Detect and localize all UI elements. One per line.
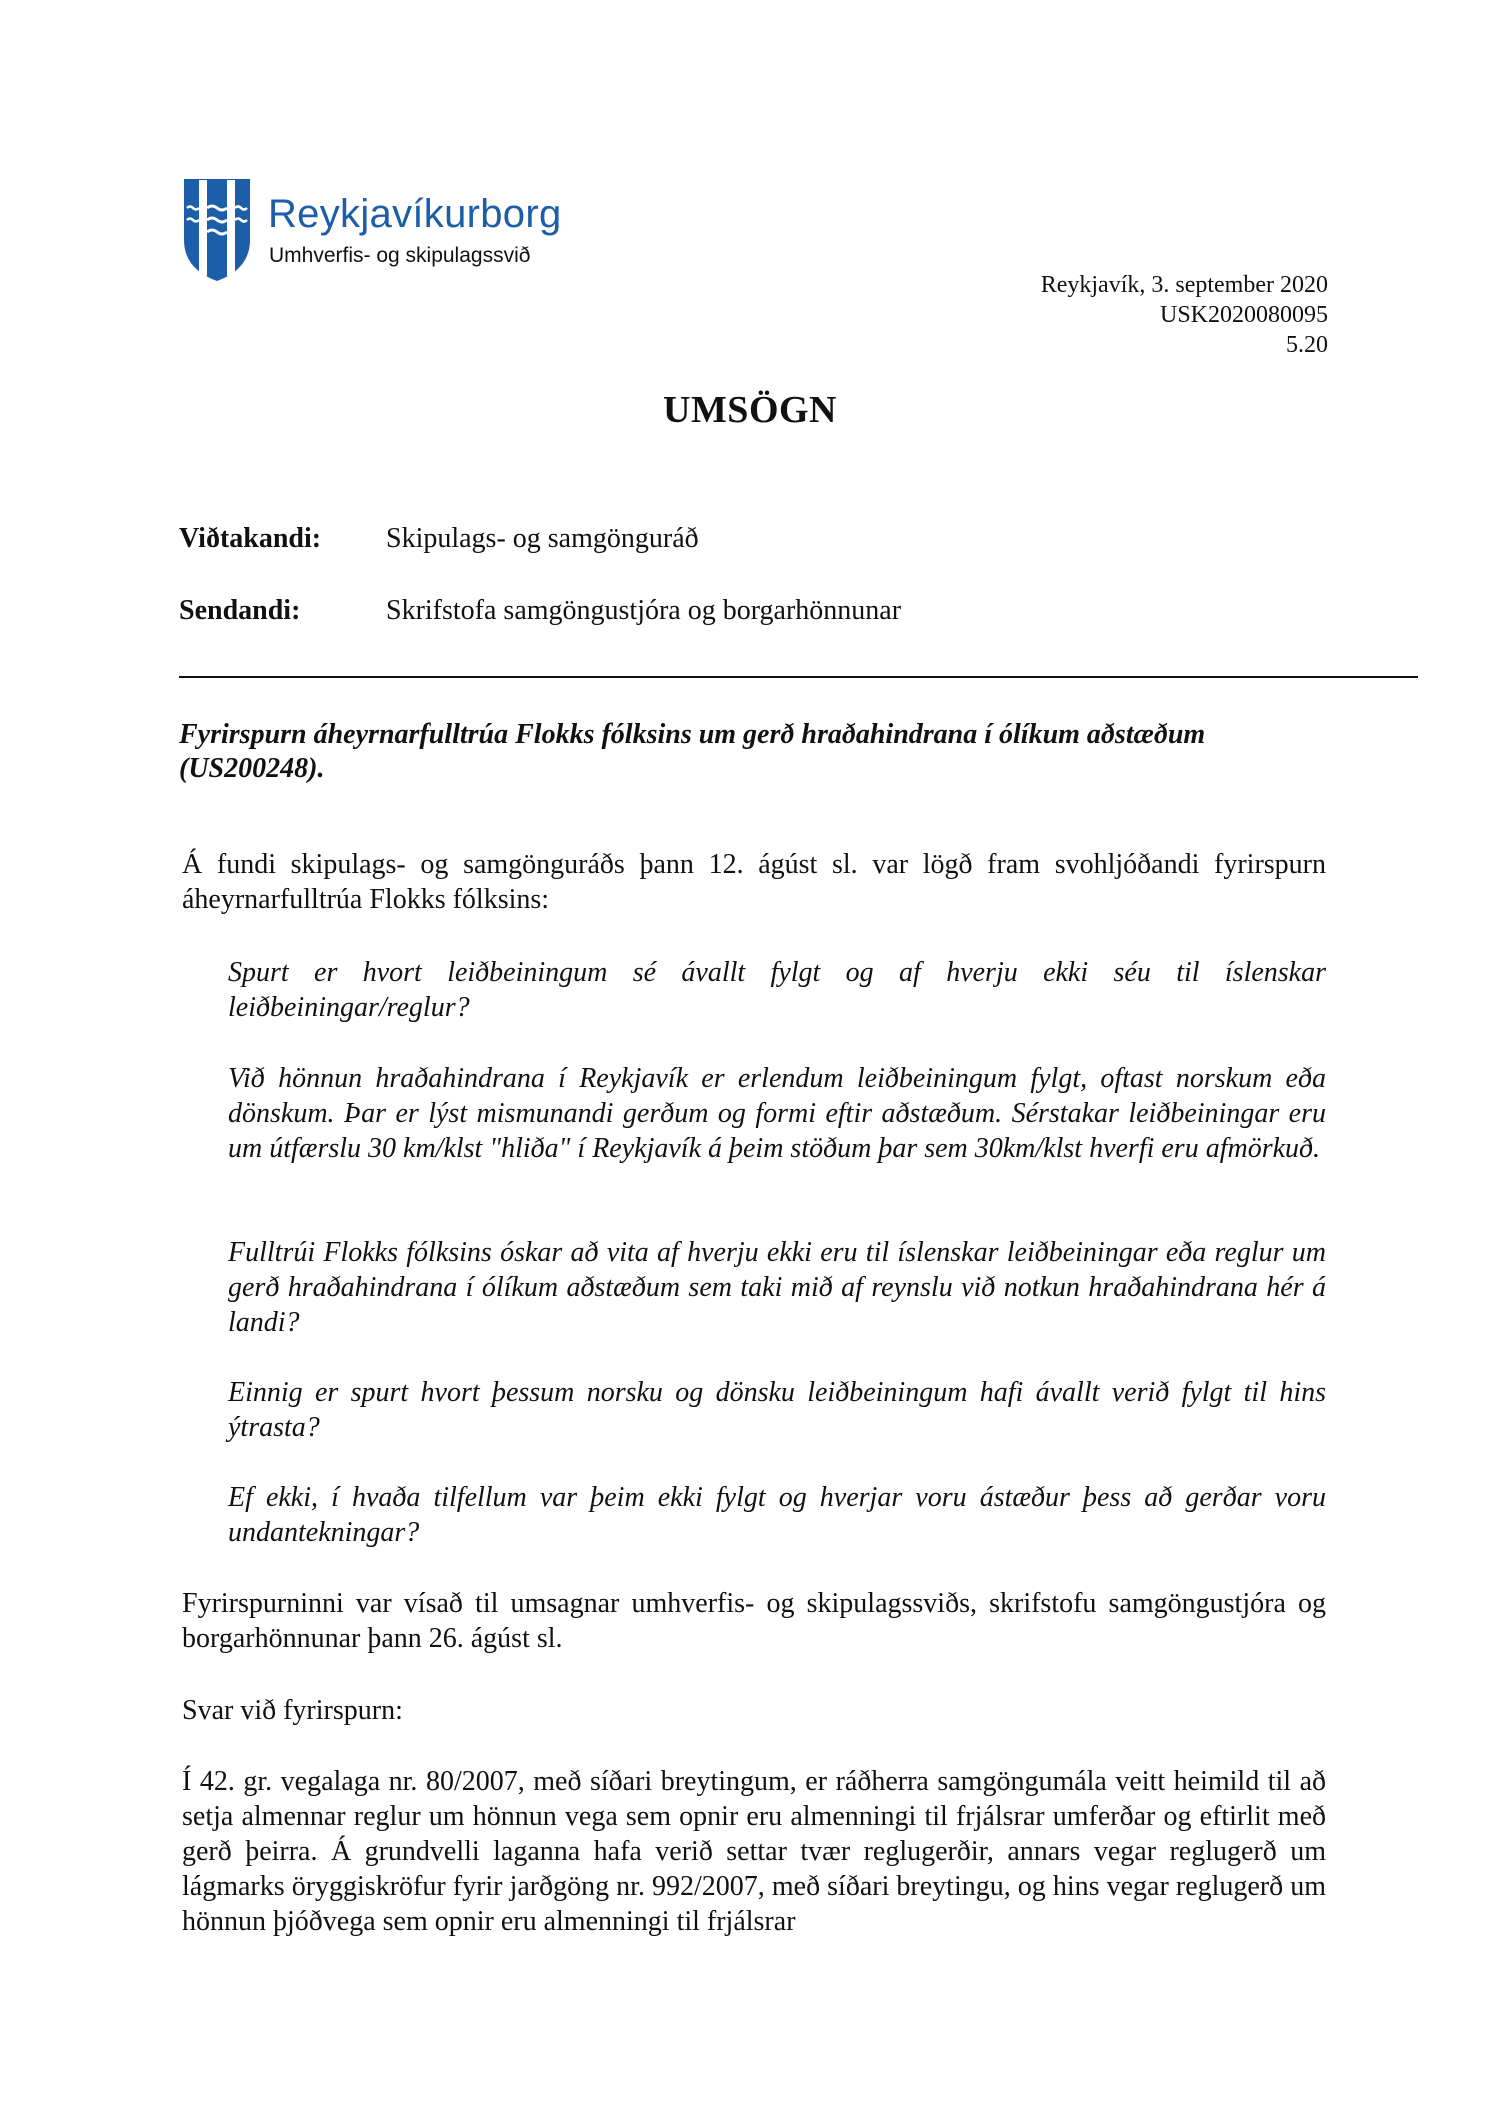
department-name: Umhverfis- og skipulagssvið — [269, 244, 531, 267]
item-number: 5.20 — [1286, 332, 1328, 358]
sender-label: Sendandi: — [179, 595, 301, 626]
reference-block — [1041, 270, 1328, 360]
intro-paragraph: Á fundi skipulags- og samgönguráðs þann 12. ágúst sl. var lögð fram svohljóðandi fyrirspurn áheyrnarfulltrúa Flokks fólksins: — [182, 849, 1326, 915]
quoted-question-2: Við hönnun hraðahindrana í Reykjavík er erlendum leiðbeiningum fylgt, oftast norskum eða dönskum. Þar er lýst mismunandi gerðum og formi eftir aðstæðum. Sérstakar leiðbeiningar eru um útfærslu 30 km/klst "hliða" í Reykjavík á þeim stöðum þar sem 30km/klst hverfi eru afmörkuð. — [228, 1063, 1326, 1164]
case-number: USK2020080095 — [1159, 302, 1328, 328]
date-line: Reykjavík, 3. september 2020 — [1040, 272, 1328, 298]
quoted-question-1: Spurt er hvort leiðbeiningum sé ávallt fylgt og af hverju ekki séu til íslenskar leiðbeiningar/reglur? — [228, 957, 1326, 1023]
recipient-value: Skipulags- og samgönguráð — [386, 523, 699, 554]
recipient-label: Viðtakandi: — [179, 523, 322, 554]
quoted-question-3: Fulltrúi Flokks fólksins óskar að vita af hverju ekki eru til íslenskar leiðbeiningar eða reglur um gerð hraðahindrana í ólíkum aðstæðum sem taki mið af reynslu við notkun hraðahindrana hér á landi? — [228, 1237, 1326, 1338]
sender-value: Skrifstofa samgöngustjóra og borgarhönnunar — [386, 595, 902, 626]
header-logo — [183, 178, 563, 288]
referral-paragraph: Fyrirspurninni var vísað til umsagnar umhverfis- og skipulagssviðs, skrifstofu samgöngustjóra og borgarhönnunar þann 26. ágúst sl. — [182, 1588, 1326, 1654]
answer-body: Í 42. gr. vegalaga nr. 80/2007, með síðari breytingum, er ráðherra samgöngumála veitt heimild til að setja almennar reglur um hönnun vega sem opnir eru almenningi til frjálsrar umferðar og eftirlit með gerð þeirra. Á grundvelli laganna hafa verið settar tvær reglugerðir, annars vegar reglugerð um lágmarks öryggiskröfur fyrir jarðgöng nr. 992/2007, með síðari breytingu, og hins vegar reglugerð um hönnun þjóðvega sem opnir eru almenningi til frjálsrar — [182, 1766, 1326, 1937]
quoted-question-4: Einnig er spurt hvort þessum norsku og dönsku leiðbeiningum hafi ávallt verið fylgt til hins ýtrasta? — [228, 1377, 1326, 1443]
org-name: Reykjavíkurborg — [268, 192, 562, 236]
reykjavik-coat-of-arms-icon — [183, 178, 251, 282]
subject-line: Fyrirspurn áheyrnarfulltrúa Flokks fólksins um gerð hraðahindrana í ólíkum aðstæðum (US200248). — [179, 719, 1206, 784]
document-title: UMSÖGN — [663, 389, 837, 431]
answer-heading: Svar við fyrirspurn: — [182, 1695, 403, 1726]
header-divider — [179, 676, 1418, 678]
quoted-question-5: Ef ekki, í hvaða tilfellum var þeim ekki fylgt og hverjar voru ástæður þess að gerðar voru undantekningar? — [228, 1482, 1326, 1548]
